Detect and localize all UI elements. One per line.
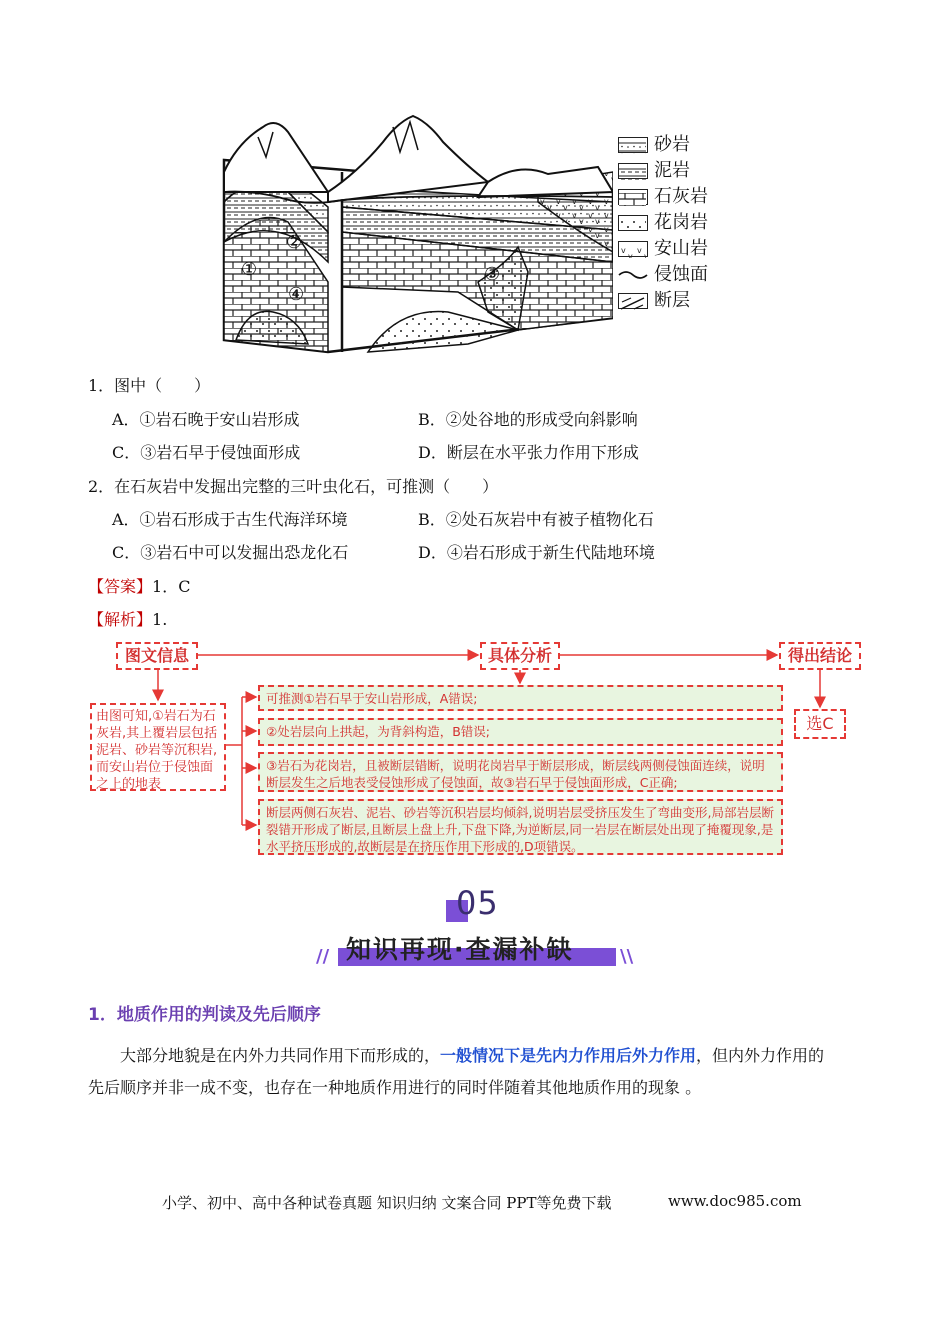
analysis-text: 1. — [152, 610, 168, 629]
flow-head-info: 图文信息 — [116, 642, 198, 670]
body-paragraph — [88, 1040, 828, 1104]
answer-text: 1．C — [152, 577, 191, 596]
legend-label: 安山岩 — [654, 238, 708, 259]
footer-url[interactable]: www.doc985.com — [668, 1192, 802, 1210]
legend-label: 侵蚀面 — [654, 264, 708, 285]
flow-conclusion-box: 选C — [794, 709, 846, 739]
paragraph-text-2: ，但内外力作用的先后顺序并非一成不变，也存在一种地质作用进行的同时伴随着其他地质作用的现象 。 — [88, 1046, 825, 1097]
question-2-option-d: D．④岩石形成于新生代陆地环境 — [418, 543, 655, 562]
question-1-stem: 1．图中（ ） — [88, 376, 211, 395]
section-number: 05 — [456, 884, 499, 922]
paragraph-text-1: 大部分地貌是在内外力共同作用下而形成的， — [120, 1046, 441, 1065]
legend-label: 砂岩 — [654, 134, 690, 155]
flow-analysis-d: 断层两侧石灰岩、泥岩、砂岩等沉积岩层均倾斜,说明岩层受挤压发生了弯曲变形,局部岩层断裂错开形成了断层,且断层上盘上升,下盘下降,为逆断层,同一岩层在断层处出现了掩覆现象,是水平挤压形成的,故断层是在挤压作用下形成的,D项错误。 — [258, 799, 783, 855]
figure-label-4: ④ — [288, 284, 305, 305]
question-2-option-a: A．①岩石形成于古生代海洋环境 — [112, 510, 348, 529]
figure-label-1: ① — [241, 259, 258, 280]
flow-head-conclusion: 得出结论 — [779, 642, 861, 670]
question-2-stem: 2．在石灰岩中发掘出完整的三叶虫化石，可推测（ ） — [88, 477, 499, 496]
legend-label: 泥岩 — [654, 160, 690, 181]
analysis-tag: 【解析】 — [88, 610, 153, 629]
legend-label: 断层 — [654, 290, 690, 311]
flow-analysis-a: 可推测①岩石早于安山岩形成，A错误; — [258, 685, 783, 711]
section-deco-left: // — [316, 946, 330, 967]
flow-analysis-b: ②处岩层向上拱起，为背斜构造，B错误; — [258, 718, 783, 746]
section-deco-right: \\ — [620, 946, 634, 967]
question-1-option-b: B．②处谷地的形成受向斜影响 — [418, 410, 638, 429]
subsection-title: 1．地质作用的判读及先后顺序 — [88, 1005, 321, 1025]
section-title: 知识再现·查漏补缺 — [346, 935, 574, 964]
answer-tag: 【答案】 — [88, 577, 153, 596]
legend-label: 花岗岩 — [654, 212, 708, 233]
figure-label-3: ③ — [484, 264, 501, 285]
question-1-option-c: C．③岩石早于侵蚀面形成 — [112, 443, 301, 462]
flow-info-box: 由图可知,①岩石为石灰岩,其上覆岩层包括泥岩、砂岩等沉积岩,而安山岩位于侵蚀面之上的地表 — [90, 703, 226, 791]
figure-label-2: ② — [286, 232, 303, 253]
legend-label: 石灰岩 — [654, 186, 708, 207]
paragraph-highlight: 一般情况下是先内力作用后外力作用 — [440, 1046, 697, 1065]
footer-text: 小学、初中、高中各种试卷真题 知识归纳 文案合同 PPT等免费下载 — [162, 1194, 612, 1212]
flow-analysis-c: ③岩石为花岗岩，且被断层错断，说明花岗岩早于断层形成，断层线两侧侵蚀面连续，说明断层发生之后地表受侵蚀形成了侵蚀面，故③岩石早于侵蚀面形成，C正确; — [258, 752, 783, 792]
question-1-option-a: A．①岩石晚于安山岩形成 — [112, 410, 300, 429]
question-2-option-c: C．③岩石中可以发掘出恐龙化石 — [112, 543, 349, 562]
flow-head-analysis: 具体分析 — [480, 642, 560, 670]
question-2-option-b: B．②处石灰岩中有被子植物化石 — [418, 510, 654, 529]
question-1-option-d: D．断层在水平张力作用下形成 — [418, 443, 639, 462]
